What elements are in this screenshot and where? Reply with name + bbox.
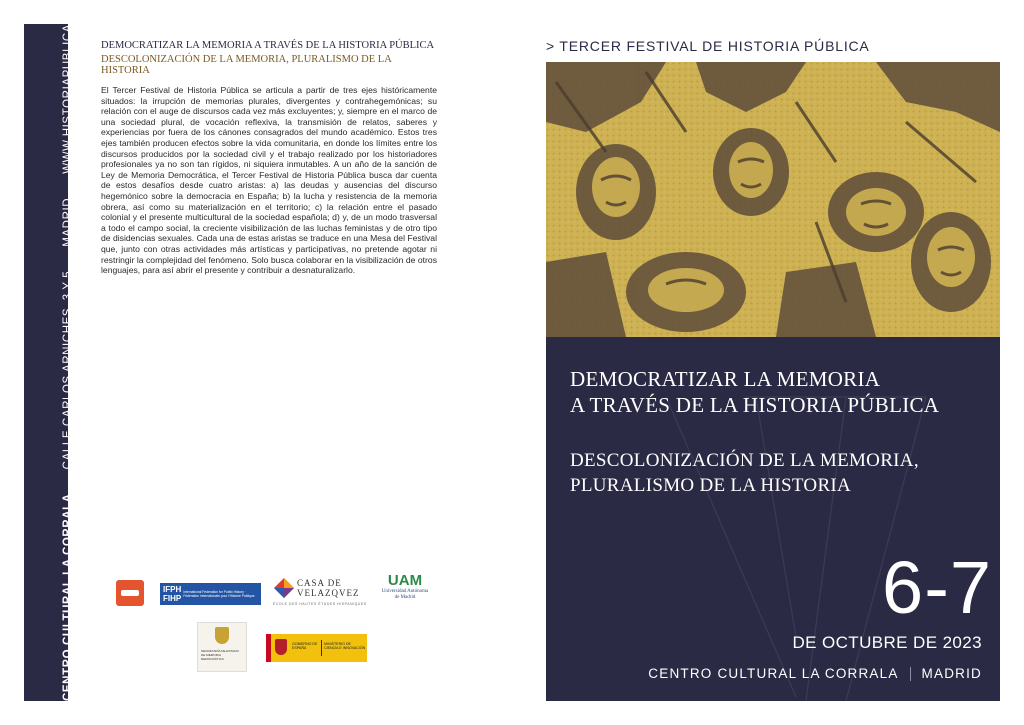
cover-panel xyxy=(546,337,1000,701)
ministerio-text: MINISTERIO DE CIENCIA E INNOVACIÓN xyxy=(324,642,366,651)
memoria-democratica-logo xyxy=(197,622,247,672)
cover-venue-name: CENTRO CULTURAL LA CORRALA xyxy=(648,666,899,681)
spain-shield-icon xyxy=(275,639,287,655)
fihp-abbr: FIHP xyxy=(163,594,182,603)
festival-dates: 6-7 xyxy=(882,546,992,629)
uam-wordmark: UAM xyxy=(387,572,423,589)
spine-city: MADRID xyxy=(62,197,74,247)
velazquez-line2: VELAZQVEZ xyxy=(297,588,360,598)
cover-subtitle-line1: DESCOLONIZACIÓN DE LA MEMORIA, xyxy=(570,450,919,471)
cover-subtitle xyxy=(570,448,990,498)
casa-de-velazquez-logo xyxy=(273,575,367,609)
cover-title-line1: DEMOCRATIZAR LA MEMORIA xyxy=(570,367,881,391)
back-title: DEMOCRATIZAR LA MEMORIA A TRAVÉS DE LA HISTORIA PÚBLICA xyxy=(101,40,435,51)
venue-separator xyxy=(910,667,911,681)
ifph-long-name: International Federation for Public History · Fédération Internationale pour l'Histoire Publique xyxy=(183,590,255,598)
gobierno-ministerio-logo xyxy=(266,634,367,662)
festival-month: DE OCTUBRE DE 2023 xyxy=(792,633,982,652)
velazquez-small-text: ÉCOLE DES HAUTES ÉTUDES HISPANIQUES xyxy=(273,602,367,606)
uam-line2: de Madrid xyxy=(394,595,416,600)
ifph-logo xyxy=(160,583,261,605)
spine-text xyxy=(46,3,90,701)
uam-logo xyxy=(372,573,438,609)
spine xyxy=(24,3,74,701)
back-body-text: El Tercer Festival de Historia Pública se articula a partir de tres ejes históricamente situados: la irrupción de memorias plurales, divergentes y contrahegemónicas; su relación con el auge de discursos cada vez más excluyentes; y, siempre en el marco de una sociedad plural, de vocación reflexiva, la transmisión de relatos, saberes y experiencias por fuera de los cánones consagrados del mundo académico. Estos tres ejes también producen efectos sobre la vida comunitaria, en donde los límites entre los discursos producidos por la sociedad civil y el trabajo realizado por los historiadores profesionales ya no son tan rígidos, ni siquiera inmutables. A un año de la sanción de Ley de Memoria Democrática, el Tercer Festival de Historia Pública busca dar cuenta de estos desafíos desde cuatro aristas: a) las deudas y ausencias del discurso hegemónico sobre la democracia en España; b) la lucha y resistencia de la memoria obrera, así como su materialización en el territorio; c) la relación entre el pasado colonial y el presente multicultural de la sociedad española; d) y, de un modo trasversal a todo el campo social, la creciente visibilización de las luchas feministas y de otro tipo de disidencias sexuales. Cada una de estas aristas se traduce en una Mesa del Festival que, junto con otras actividades más artísticas y participativas, no pretende agotar ni restringir la complejidad del fenómeno. Solo busca colaborar en la visibilización de otros lenguajes, para así abrir el presente y contribuir a desnaturalizarlo. xyxy=(101,85,437,276)
velazquez-line1: CASA DE xyxy=(297,578,342,588)
cover-subtitle-line2: PLURALISMO DE LA HISTORIA xyxy=(570,475,852,496)
spine-address: CALLE CARLOS ARNICHES, 3 Y 5 xyxy=(62,270,74,470)
cover-title-line2: A TRAVÉS DE LA HISTORIA PÚBLICA xyxy=(570,393,940,417)
ifph-abbr: IFPH xyxy=(163,585,182,594)
spine-website: WWW.HISTORIAPUBLICA.ES xyxy=(62,3,74,174)
spine-venue: CENTRO CULTURAL LA CORRALA xyxy=(62,493,74,701)
spain-shield-icon xyxy=(215,627,229,644)
cover-venue-city: MADRID xyxy=(921,666,982,681)
mural-image xyxy=(546,62,1000,337)
festival-kicker: > TERCER FESTIVAL DE HISTORIA PÚBLICA xyxy=(546,38,870,54)
uam-line1: Universidad Autónoma xyxy=(381,589,429,594)
velazquez-mark-icon xyxy=(273,577,295,599)
gobierno-text: GOBIERNO DE ESPAÑA xyxy=(292,642,318,651)
cover-venue xyxy=(648,666,982,681)
memoria-text: SECRETARÍA DE ESTADO DE MEMORIA DEMOCRÁTICA xyxy=(201,649,239,661)
back-subtitle: DESCOLONIZACIÓN DE LA MEMORIA, PLURALISMO DE LA HISTORIA xyxy=(101,54,392,76)
corrala-logo xyxy=(116,580,144,606)
cover-title xyxy=(570,366,990,418)
